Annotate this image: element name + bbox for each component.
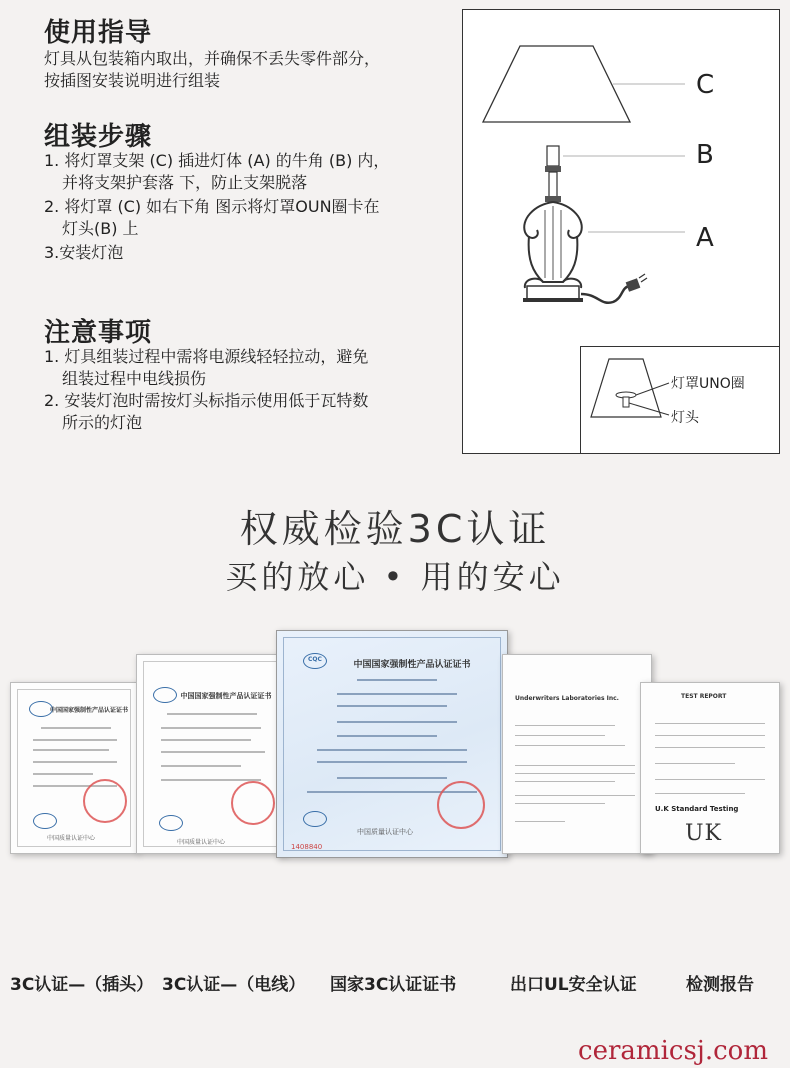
test-header: TEST REPORT — [681, 693, 727, 700]
issuer-plug: 中国质量认证中心 — [47, 835, 96, 842]
caption-ul: 出口UL安全认证 — [510, 975, 637, 995]
ul-header: Underwriters Laboratories Inc. — [515, 695, 619, 702]
assembly-line-4: 灯头(B) 上 — [62, 219, 139, 238]
issuer-cable: 中国质量认证中心 — [177, 839, 226, 846]
uk-logo: UK — [685, 821, 722, 846]
notes-title: 注意事项 — [44, 318, 153, 348]
caption-national-3c: 国家3C认证证书 — [330, 975, 457, 995]
assembly-line-2: 并将支架护套落 下，防止支架脱落 — [62, 173, 308, 192]
inset-label-head: 灯头 — [671, 410, 699, 426]
label-b: B — [696, 140, 714, 170]
assembly-title: 组装步骤 — [44, 122, 153, 152]
usage-line-2: 按插图安装说明进行组装 — [44, 71, 221, 90]
ccc-logo-icon: CQC — [303, 653, 327, 669]
cert-title-national: 中国国家强制性产品认证证书 — [353, 660, 471, 670]
label-c: C — [696, 70, 715, 100]
cert-national-3c — [276, 630, 508, 858]
notes-line-4: 所示的灯泡 — [62, 413, 143, 432]
cert-title-plug: 中国国家强制性产品认证证书 — [49, 707, 128, 714]
uk-title: U.K Standard Testing — [655, 805, 739, 813]
cqc-logo-icon — [33, 813, 57, 829]
cert-3c-cable — [136, 654, 286, 854]
red-seal-icon — [83, 779, 127, 823]
caption-test-report: 检测报告 — [686, 975, 754, 995]
cert-title-cable: 中国国家强制性产品认证证书 — [180, 692, 272, 700]
assembly-line-1: 1. 将灯罩支架 (C) 插进灯体 (A) 的牛角 (B) 内， — [44, 151, 390, 170]
caption-3c-cable: 3C认证—（电线） — [162, 975, 306, 995]
shade-inset — [580, 346, 780, 454]
brand-watermark: ceramicsj.com — [578, 1036, 768, 1066]
assembly-line-3: 2. 将灯罩 (C) 如右下角 图示将灯罩OUN圈卡在 — [44, 197, 380, 216]
red-seal-icon — [437, 781, 485, 829]
cert-serial: 1408840 — [291, 843, 323, 851]
inset-label-ring: 灯罩UNO圈 — [671, 376, 745, 392]
cqc-logo-icon — [159, 815, 183, 831]
usage-line-1: 灯具从包装箱内取出，并确保不丢失零件部分， — [44, 49, 381, 68]
caption-3c-plug: 3C认证—（插头） — [10, 975, 154, 995]
shade-ring-illustration — [581, 347, 781, 455]
cqc-logo-icon — [303, 811, 327, 827]
issuer-national: 中国质量认证中心 — [357, 828, 413, 836]
notes-line-1: 1. 灯具组装过程中需将电源线轻轻拉动，避免 — [44, 347, 369, 366]
cert-ul — [502, 654, 652, 854]
assembly-line-5: 3.安装灯泡 — [44, 243, 124, 262]
usage-title: 使用指导 — [44, 18, 153, 48]
cert-test-report — [640, 682, 780, 854]
notes-line-2: 组装过程中电线损伤 — [62, 369, 207, 388]
label-a: A — [696, 223, 714, 253]
notes-line-3: 2. 安装灯泡时需按灯头标指示使用低于瓦特数 — [44, 391, 369, 410]
headline-line-2: 买的放心 • 用的安心 — [225, 558, 565, 596]
cert-3c-plug — [10, 682, 138, 854]
headline-line-1: 权威检验3C认证 — [239, 507, 551, 551]
red-seal-icon — [231, 781, 275, 825]
